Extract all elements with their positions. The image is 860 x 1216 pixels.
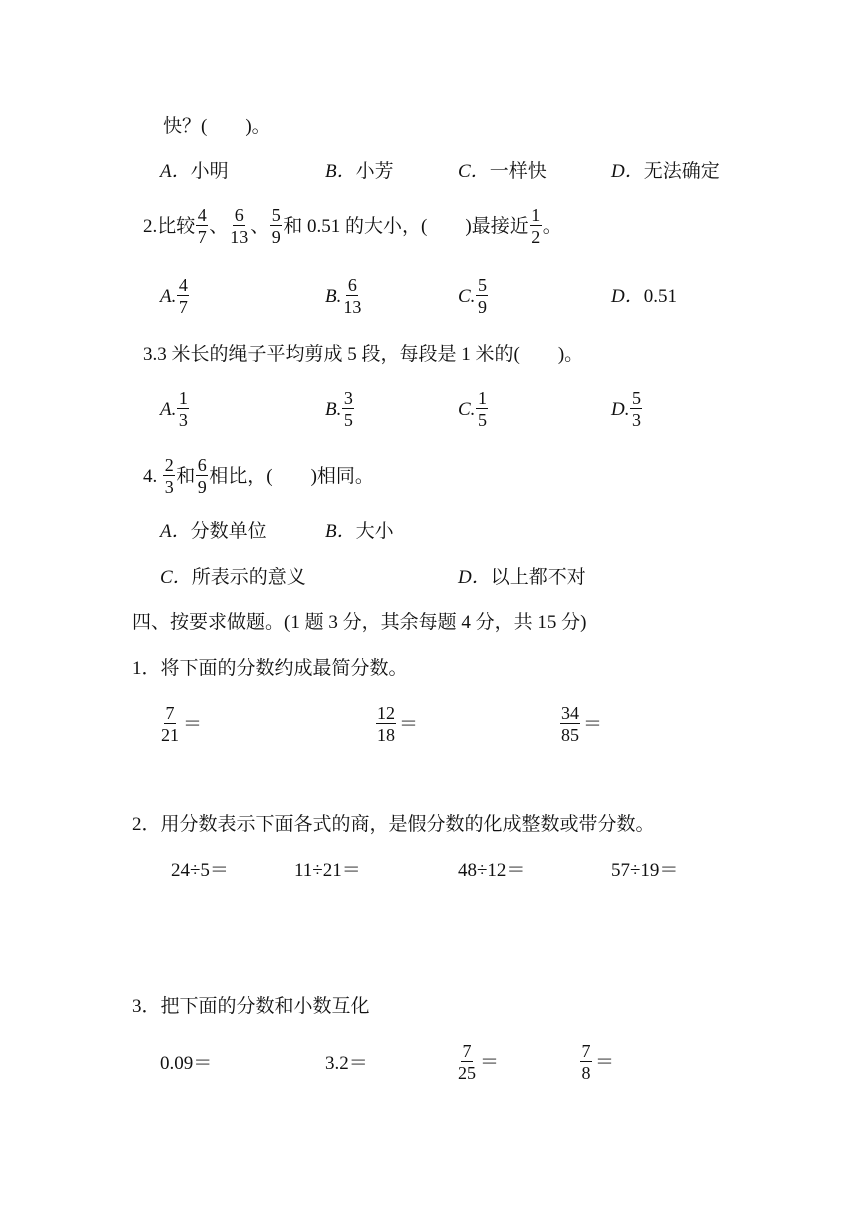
q4-option-a[interactable]: A． 分数单位 xyxy=(160,521,267,542)
fraction: $\frac{7}{8}$ xyxy=(581,1041,591,1083)
section-title: 四、按要求做题。(1 题 3 分，其余每题 4 分，共 15 分) xyxy=(132,612,587,633)
simplify-item[interactable]: $\frac{12}{18}$ ＝ xyxy=(377,703,419,745)
division-item[interactable]: 48÷12＝ xyxy=(458,860,526,881)
q3-option-b[interactable]: B. $\frac{3}{5}$ xyxy=(325,388,353,430)
fraction: $\frac{1}{3}$ xyxy=(178,388,188,430)
part-1-title: 1．将下面的分数约成最简分数。 xyxy=(132,658,408,679)
question-3: 3.3 米长的绳子平均剪成 5 段，每段是 1 米的( )。 xyxy=(143,344,584,365)
q4-option-d[interactable]: D． 以上都不对 xyxy=(458,567,586,588)
simplify-item[interactable]: $\frac{34}{85}$ ＝ xyxy=(561,703,603,745)
fraction: $\frac{6}{9}$ xyxy=(197,455,207,497)
fraction: $\frac{12}{18}$ xyxy=(377,703,395,745)
question-4: 4. $\frac{2}{3}$ 和 $\frac{6}{9}$ 相比，( )相同。 xyxy=(143,455,374,497)
fraction: $\frac{7}{25}$ xyxy=(458,1041,476,1083)
fraction: $\frac{34}{85}$ xyxy=(561,703,579,745)
q4-option-c[interactable]: C． 所表示的意义 xyxy=(160,567,306,588)
q3-option-c[interactable]: C. $\frac{1}{5}$ xyxy=(458,388,487,430)
q2-option-a[interactable]: A. $\frac{4}{7}$ xyxy=(160,275,188,317)
convert-item[interactable]: $\frac{7}{8}$ ＝ xyxy=(581,1041,615,1083)
convert-item[interactable]: 3.2＝ xyxy=(325,1053,368,1074)
q2-option-d[interactable]: D． 0.51 xyxy=(611,286,677,307)
fraction: $\frac{7}{21}$ xyxy=(161,703,179,745)
fraction: $\frac{4}{7}$ xyxy=(197,205,207,247)
fraction: $\frac{5}{9}$ xyxy=(477,275,487,317)
q1-option-b[interactable]: B． 小芳 xyxy=(325,161,394,182)
question-2: 2.比较 $\frac{4}{7}$ 、 $\frac{6}{13}$ 、 $\frac{5}{9}$ 和 0.51 的大小，( )最接近 $\frac{1}{2}$ 。 xyxy=(143,205,562,247)
q3-option-a[interactable]: A. $\frac{1}{3}$ xyxy=(160,388,188,430)
convert-item[interactable]: 0.09＝ xyxy=(160,1053,213,1074)
fraction: $\frac{2}{3}$ xyxy=(164,455,174,497)
q4-option-b[interactable]: B． 大小 xyxy=(325,521,394,542)
simplify-item[interactable]: $\frac{7}{21}$ ＝ xyxy=(161,703,203,745)
fraction: $\frac{3}{5}$ xyxy=(343,388,353,430)
fraction: $\frac{4}{7}$ xyxy=(178,275,188,317)
part-3-title: 3．把下面的分数和小数互化 xyxy=(132,996,370,1017)
fraction: $\frac{1}{5}$ xyxy=(477,388,487,430)
fraction: $\frac{5}{9}$ xyxy=(271,205,281,247)
convert-item[interactable]: $\frac{7}{25}$ ＝ xyxy=(458,1041,500,1083)
fraction: $\frac{6}{13}$ xyxy=(343,275,362,317)
fraction: $\frac{1}{2}$ xyxy=(531,205,541,247)
q1-option-d[interactable]: D． 无法确定 xyxy=(611,161,720,182)
division-item[interactable]: 11÷21＝ xyxy=(294,860,361,881)
question-1-tail: 快？( )。 xyxy=(163,116,271,137)
q3-option-d[interactable]: D. $\frac{5}{3}$ xyxy=(611,388,641,430)
fraction: $\frac{5}{3}$ xyxy=(631,388,641,430)
q1-option-c[interactable]: C． 一样快 xyxy=(458,161,547,182)
division-item[interactable]: 57÷19＝ xyxy=(611,860,679,881)
q2-option-b[interactable]: B. $\frac{6}{13}$ xyxy=(325,275,362,317)
division-item[interactable]: 24÷5＝ xyxy=(171,860,229,881)
q2-option-c[interactable]: C. $\frac{5}{9}$ xyxy=(458,275,487,317)
q1-option-a[interactable]: A． 小明 xyxy=(160,161,229,182)
part-2-title: 2．用分数表示下面各式的商，是假分数的化成整数或带分数。 xyxy=(132,814,655,835)
fraction: $\frac{6}{13}$ xyxy=(230,205,249,247)
